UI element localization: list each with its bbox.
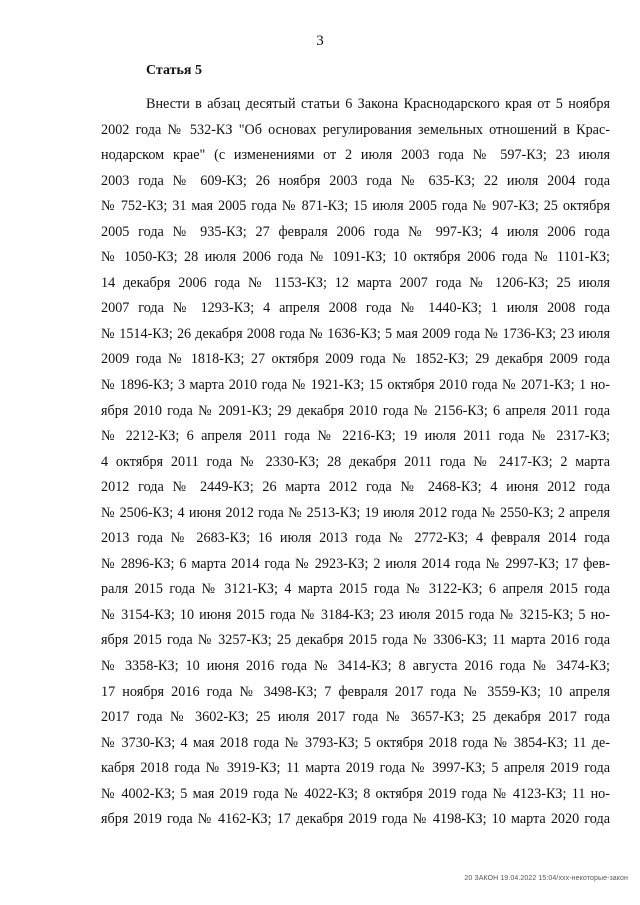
body-line: № 4002-КЗ; 5 мая 2019 года № 4022-КЗ; 8 октября 2019 года № 4123-КЗ; 11 но-: [101, 785, 610, 802]
body-line: 2012 года № 2449-КЗ; 26 марта 2012 года № 2468-КЗ; 4 июня 2012 года: [101, 479, 610, 496]
body-line: № 1896-КЗ; 3 марта 2010 года № 1921-КЗ; 15 октября 2010 года № 2071-КЗ; 1 но-: [101, 377, 610, 394]
article-body: [101, 92, 610, 833]
body-line: 17 ноября 2016 года № 3498-КЗ; 7 февраля 2017 года № 3559-КЗ; 10 апреля: [101, 683, 610, 700]
footer-stamp: 20 ЗАКОН 19.04.2022 15:04/ххх-некоторые-закон: [464, 875, 628, 882]
body-line: № 3730-КЗ; 4 мая 2018 года № 3793-КЗ; 5 октября 2018 года № 3854-КЗ; 11 де-: [101, 734, 610, 751]
body-line: № 2506-КЗ; 4 июня 2012 года № 2513-КЗ; 19 июля 2012 года № 2550-КЗ; 2 апреля: [101, 504, 610, 521]
article-heading: Статья 5: [146, 63, 202, 78]
body-line: 2007 года № 1293-КЗ; 4 апреля 2008 года № 1440-КЗ; 1 июля 2008 года: [101, 300, 610, 317]
body-line: № 1050-КЗ; 28 июля 2006 года № 1091-КЗ; 10 октября 2006 года № 1101-КЗ;: [101, 249, 610, 266]
body-line: 4 октября 2011 года № 2330-КЗ; 28 декабря 2011 года № 2417-КЗ; 2 марта: [101, 453, 610, 470]
body-line: нодарском крае" (с изменениями от 2 июля 2003 года № 597-КЗ; 23 июля: [101, 147, 610, 164]
body-line: 2013 года № 2683-КЗ; 16 июля 2013 года № 2772-КЗ; 4 февраля 2014 года: [101, 530, 610, 547]
body-line: 2017 года № 3602-КЗ; 25 июля 2017 года № 3657-КЗ; 25 декабря 2017 года: [101, 709, 610, 726]
body-line: 2003 года № 609-КЗ; 26 ноября 2003 года № 635-КЗ; 22 июля 2004 года: [101, 172, 610, 189]
body-line: 2005 года № 935-КЗ; 27 февраля 2006 года № 997-КЗ; 4 июля 2006 года: [101, 223, 610, 240]
body-line: Внести в абзац десятый статьи 6 Закона Краснодарского края от 5 ноября: [146, 96, 610, 112]
page-number: 3: [316, 33, 324, 49]
body-line: кабря 2018 года № 3919-КЗ; 11 марта 2019 года № 3997-КЗ; 5 апреля 2019 года: [101, 760, 610, 777]
body-line: раля 2015 года № 3121-КЗ; 4 марта 2015 года № 3122-КЗ; 6 апреля 2015 года: [101, 581, 610, 598]
body-line: 2009 года № 1818-КЗ; 27 октября 2009 года № 1852-КЗ; 29 декабря 2009 года: [101, 351, 610, 368]
body-line: № 2896-КЗ; 6 марта 2014 года № 2923-КЗ; 2 июля 2014 года № 2997-КЗ; 17 фев-: [101, 555, 610, 572]
body-line: № 752-КЗ; 31 мая 2005 года № 871-КЗ; 15 июля 2005 года № 907-КЗ; 25 октября: [101, 198, 610, 215]
body-line: № 3154-КЗ; 10 июня 2015 года № 3184-КЗ; 23 июля 2015 года № 3215-КЗ; 5 но-: [101, 606, 610, 623]
body-line: № 1514-КЗ; 26 декабря 2008 года № 1636-КЗ; 5 мая 2009 года № 1736-КЗ; 23 июля: [101, 325, 610, 342]
body-line: 2002 года № 532-КЗ "Об основах регулирования земельных отношений в Крас-: [101, 121, 610, 138]
body-line: ября 2010 года № 2091-КЗ; 29 декабря 2010 года № 2156-КЗ; 6 апреля 2011 года: [101, 402, 610, 419]
body-line: ября 2019 года № 4162-КЗ; 17 декабря 2019 года № 4198-КЗ; 10 марта 2020 года: [101, 811, 610, 828]
body-line: ября 2015 года № 3257-КЗ; 25 декабря 2015 года № 3306-КЗ; 11 марта 2016 года: [101, 632, 610, 649]
body-line: № 2212-КЗ; 6 апреля 2011 года № 2216-КЗ; 19 июля 2011 года № 2317-КЗ;: [101, 428, 610, 445]
body-line: 14 декабря 2006 года № 1153-КЗ; 12 марта 2007 года № 1206-КЗ; 25 июля: [101, 274, 610, 291]
body-line: № 3358-КЗ; 10 июня 2016 года № 3414-КЗ; 8 августа 2016 года № 3474-КЗ;: [101, 658, 610, 675]
